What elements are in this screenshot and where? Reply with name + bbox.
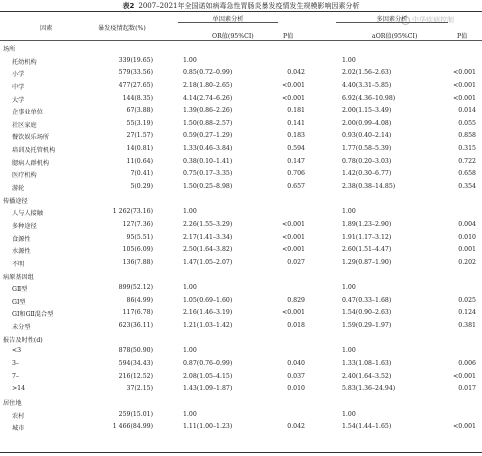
p-univariate-cell: <0.001 (282, 94, 305, 102)
table-row (0, 55, 482, 68)
factor-cell: GⅡ型 (12, 286, 28, 294)
or-cell: 1.11(1.00–1.23) (183, 423, 233, 431)
p-univariate-cell: 0.594 (287, 145, 305, 153)
p-multivariate-cell: <0.001 (453, 81, 476, 89)
or-cell: 1.00 (183, 284, 197, 292)
header-p-univariate: P值 (283, 33, 294, 40)
aor-cell: 1.77(0.58–5.39) (342, 145, 392, 153)
cases-cell: 105(6.09) (122, 246, 153, 254)
factor-cell: 社区家庭 (12, 121, 37, 129)
cases-cell: 216(12.52) (118, 372, 153, 380)
or-cell: 2.26(1.55–3.29) (183, 220, 233, 228)
table-row (0, 244, 482, 257)
group-row (0, 396, 482, 409)
table-row (0, 282, 482, 295)
aor-cell: 2.40(1.64–3.52) (342, 372, 392, 380)
p-multivariate-cell: 0.124 (458, 309, 476, 317)
aor-cell: 1.54(0.90–2.63) (342, 309, 392, 317)
p-multivariate-cell: 0.722 (458, 157, 476, 165)
cases-cell: 67(3.88) (126, 107, 153, 115)
or-cell: 1.33(0.46–3.84) (183, 145, 233, 153)
aor-cell: 1.00 (342, 56, 356, 64)
factor-cell: 农村 (12, 412, 25, 420)
factor-cell: 居住地 (3, 399, 22, 407)
factor-cell: 传播途径 (3, 197, 28, 205)
or-cell: 0.59(0.27–1.29) (183, 132, 233, 140)
aor-cell: 2.02(1.56–2.63) (342, 69, 392, 77)
aor-cell: 2.00(0.99–4.08) (342, 119, 392, 127)
p-multivariate-cell: 0.858 (458, 132, 476, 140)
table-row (0, 307, 482, 320)
p-univariate-cell: 0.183 (287, 132, 305, 140)
p-univariate-cell: 0.657 (287, 183, 305, 191)
cases-cell: 1 262(73.16) (112, 208, 153, 216)
p-univariate-cell: 0.141 (287, 119, 305, 127)
table-row (0, 257, 482, 270)
group-row (0, 42, 482, 55)
p-multivariate-cell: <0.001 (453, 94, 476, 102)
aor-cell: 1.00 (342, 410, 356, 418)
table-row (0, 156, 482, 169)
aor-cell: 0.47(0.33–1.68) (342, 296, 392, 304)
factor-cell: GⅠ型 (12, 298, 26, 306)
factor-cell: 餐饮娱乐场所 (12, 134, 50, 142)
factor-cell: GⅠ和GⅡ混合型 (12, 311, 54, 319)
factor-cell: 中学 (12, 83, 25, 91)
cases-cell: 55(3.19) (126, 119, 153, 127)
watermark-logo: 中华疾病控制 (401, 15, 454, 25)
factor-cell: 大学 (12, 96, 25, 104)
factor-cell: 企事业单位 (12, 109, 43, 117)
cases-cell: 127(7.36) (122, 220, 153, 228)
p-univariate-cell: <0.001 (282, 81, 305, 89)
cases-cell: 86(4.99) (126, 296, 153, 304)
aor-cell: 1.42(0.30–6.77) (342, 170, 392, 178)
aor-cell: 1.29(0.87–1.90) (342, 258, 392, 266)
p-univariate-cell: 0.010 (287, 385, 305, 393)
table-title-text: 2007–2021年全国诺如病毒急性胃肠炎暴发疫情发生规模影响因素分析 (138, 2, 360, 10)
or-cell: 1.50(0.25–8.98) (183, 183, 233, 191)
header-univariate: 单因素分析 (212, 16, 244, 23)
group-row (0, 194, 482, 207)
factor-cell: 水源性 (12, 248, 31, 256)
p-univariate-cell: 0.042 (287, 69, 305, 77)
factor-cell: 3– (12, 360, 20, 368)
cases-cell: 339(19.65) (118, 56, 153, 64)
table-row (0, 421, 482, 434)
or-cell: 1.05(0.69–1.60) (183, 296, 233, 304)
group-row (0, 270, 482, 283)
factor-cell: 病原基因组 (3, 273, 34, 281)
p-multivariate-cell: 0.658 (458, 170, 476, 178)
p-multivariate-cell: 0.381 (458, 322, 476, 330)
p-multivariate-cell: 0.055 (458, 119, 476, 127)
or-cell: 1.47(1.05–2.07) (183, 258, 233, 266)
table-row (0, 232, 482, 245)
table-body (0, 42, 482, 434)
p-multivariate-cell: <0.001 (453, 69, 476, 77)
factor-cell: 不明 (12, 260, 25, 268)
factor-cell: 7– (12, 372, 20, 380)
table-row (0, 130, 482, 143)
or-cell: 2.08(1.05–4.15) (183, 372, 233, 380)
factor-cell: 报告及时性(d) (3, 336, 43, 344)
p-multivariate-cell: 0.010 (458, 233, 476, 241)
table-row (0, 295, 482, 308)
cases-cell: 27(1.57) (126, 132, 153, 140)
cases-cell: 623(36.11) (118, 322, 153, 330)
cases-cell: 144(8.35) (122, 94, 153, 102)
table-row (0, 168, 482, 181)
factor-cell: 医疗机构 (12, 172, 37, 180)
p-multivariate-cell: <0.001 (453, 423, 476, 431)
table-row (0, 345, 482, 358)
p-multivariate-cell: 0.315 (458, 145, 476, 153)
p-univariate-cell: <0.001 (282, 233, 305, 241)
header-cases: 暴发疫情起数(%) (98, 25, 146, 32)
aor-cell: 1.89(1.23–2.90) (342, 220, 392, 228)
header-aor: aOR值(95%CI) (372, 33, 418, 40)
table-row (0, 358, 482, 371)
top-rule (0, 11, 482, 12)
or-cell: 1.00 (183, 410, 197, 418)
or-cell: 0.87(0.76–0.99) (183, 360, 233, 368)
aor-cell: 1.91(1.17–3.12) (342, 233, 392, 241)
or-cell: 1.43(1.09–1.87) (183, 385, 233, 393)
or-cell: 1.39(0.86–2.26) (183, 107, 233, 115)
table-row (0, 80, 482, 93)
cases-cell: 5(0.29) (130, 183, 153, 191)
aor-cell: 1.00 (342, 208, 356, 216)
p-multivariate-cell: 0.004 (458, 220, 476, 228)
p-univariate-cell: 0.829 (287, 296, 305, 304)
factor-cell: >14 (12, 385, 26, 393)
cases-cell: 136(7.88) (122, 258, 153, 266)
cases-cell: 594(34.43) (118, 360, 153, 368)
table-row (0, 371, 482, 384)
aor-cell: 1.59(0.29–1.97) (342, 322, 392, 330)
aor-cell: 1.33(1.08–1.63) (342, 360, 392, 368)
or-cell: 2.18(1.80–2.65) (183, 81, 233, 89)
table-title (0, 1, 482, 11)
p-univariate-cell: <0.001 (282, 309, 305, 317)
or-cell: 2.16(1.46–3.19) (183, 309, 233, 317)
p-univariate-cell: 0.706 (287, 170, 305, 178)
factor-cell: 培训及托管机构 (12, 147, 56, 155)
cases-cell: 37(2.15) (126, 385, 153, 393)
table-row (0, 181, 482, 194)
or-cell: 1.00 (183, 56, 197, 64)
cases-cell: 579(33.56) (118, 69, 153, 77)
group-row (0, 333, 482, 346)
factor-cell: 腮病人群机构 (12, 159, 50, 167)
aor-cell: 2.60(1.51–4.47) (342, 246, 392, 254)
aor-cell: 1.00 (342, 284, 356, 292)
p-multivariate-cell: 0.354 (458, 183, 476, 191)
header-or: OR值(95%CI) (212, 33, 254, 40)
table-row (0, 143, 482, 156)
aor-cell: 2.00(1.15–3.49) (342, 107, 392, 115)
p-univariate-cell: <0.001 (282, 246, 305, 254)
cases-cell: 11(0.64) (126, 157, 153, 165)
p-multivariate-cell: 0.202 (458, 258, 476, 266)
table-row (0, 105, 482, 118)
cases-cell: 259(15.01) (118, 410, 153, 418)
cases-cell: 117(6.78) (122, 309, 153, 317)
p-univariate-cell: 0.181 (287, 107, 305, 115)
table-row (0, 67, 482, 80)
or-cell: 0.85(0.72–0.99) (183, 69, 233, 77)
p-multivariate-cell: 0.014 (458, 107, 476, 115)
p-univariate-cell: 0.040 (287, 360, 305, 368)
or-cell: 2.17(1.41–3.34) (183, 233, 233, 241)
p-univariate-cell: <0.001 (282, 220, 305, 228)
aor-cell: 6.92(4.36–10.98) (342, 94, 396, 102)
cases-cell: 7(0.41) (130, 170, 153, 178)
or-cell: 0.38(0.10–1.41) (183, 157, 233, 165)
or-cell: 1.21(1.03–1.42) (183, 322, 233, 330)
table-row (0, 93, 482, 106)
header-factor: 因素 (40, 25, 53, 32)
or-cell: 2.50(1.64–3.82) (183, 246, 233, 254)
aor-cell: 2.38(0.38–14.85) (342, 183, 396, 191)
table-row (0, 320, 482, 333)
bottom-rule (0, 452, 482, 453)
p-univariate-cell: 0.042 (287, 423, 305, 431)
or-cell: 1.00 (183, 208, 197, 216)
factor-cell: 人与人接触 (12, 210, 43, 218)
p-univariate-cell: 0.037 (287, 372, 305, 380)
p-multivariate-cell: <0.001 (453, 372, 476, 380)
table-row (0, 383, 482, 396)
or-cell: 1.00 (183, 347, 197, 355)
p-multivariate-cell: 0.006 (458, 360, 476, 368)
factor-cell: 未分型 (12, 324, 31, 332)
p-univariate-cell: 0.018 (287, 322, 305, 330)
header-multivariate: 多因素分析 (376, 16, 408, 23)
factor-cell: 多种途径 (12, 222, 37, 230)
factor-cell: 小学 (12, 71, 25, 79)
factor-cell: 游轮 (12, 185, 25, 193)
p-multivariate-cell: 0.017 (458, 385, 476, 393)
cases-cell: 95(5.51) (126, 233, 153, 241)
aor-cell: 0.93(0.40–2.14) (342, 132, 392, 140)
header-p-multivariate: P值 (457, 33, 468, 40)
aor-cell: 4.40(3.31–5.85) (342, 81, 392, 89)
or-cell: 0.75(0.17–3.35) (183, 170, 233, 178)
factor-cell: 城市 (12, 425, 25, 433)
cases-cell: 14(0.81) (126, 145, 153, 153)
table-row (0, 206, 482, 219)
factor-cell: 场所 (3, 46, 16, 53)
table-row (0, 118, 482, 131)
or-cell: 1.50(0.88–2.57) (183, 119, 233, 127)
p-univariate-cell: 0.027 (287, 258, 305, 266)
table-number: 表2 (122, 2, 135, 10)
cases-cell: 477(27.65) (118, 81, 153, 89)
cases-cell: 878(50.90) (118, 347, 153, 355)
p-multivariate-cell: 0.025 (458, 296, 476, 304)
p-multivariate-cell: 0.001 (458, 246, 476, 254)
or-cell: 4.14(2.74–6.26) (183, 94, 233, 102)
cases-cell: 1 466(84.99) (112, 423, 153, 431)
aor-cell: 0.78(0.20–3.03) (342, 157, 392, 165)
factor-cell: <3 (12, 347, 22, 355)
aor-cell: 1.54(1.44–1.65) (342, 423, 392, 431)
table-row (0, 409, 482, 422)
p-univariate-cell: 0.147 (287, 157, 305, 165)
header-rule (0, 40, 482, 41)
cases-cell: 899(52.12) (118, 284, 153, 292)
aor-cell: 1.00 (342, 347, 356, 355)
factor-cell: 食源性 (12, 235, 31, 243)
aor-cell: 5.83(1.36–24.94) (342, 385, 396, 393)
factor-cell: 托幼机构 (12, 58, 37, 66)
table-row (0, 219, 482, 232)
